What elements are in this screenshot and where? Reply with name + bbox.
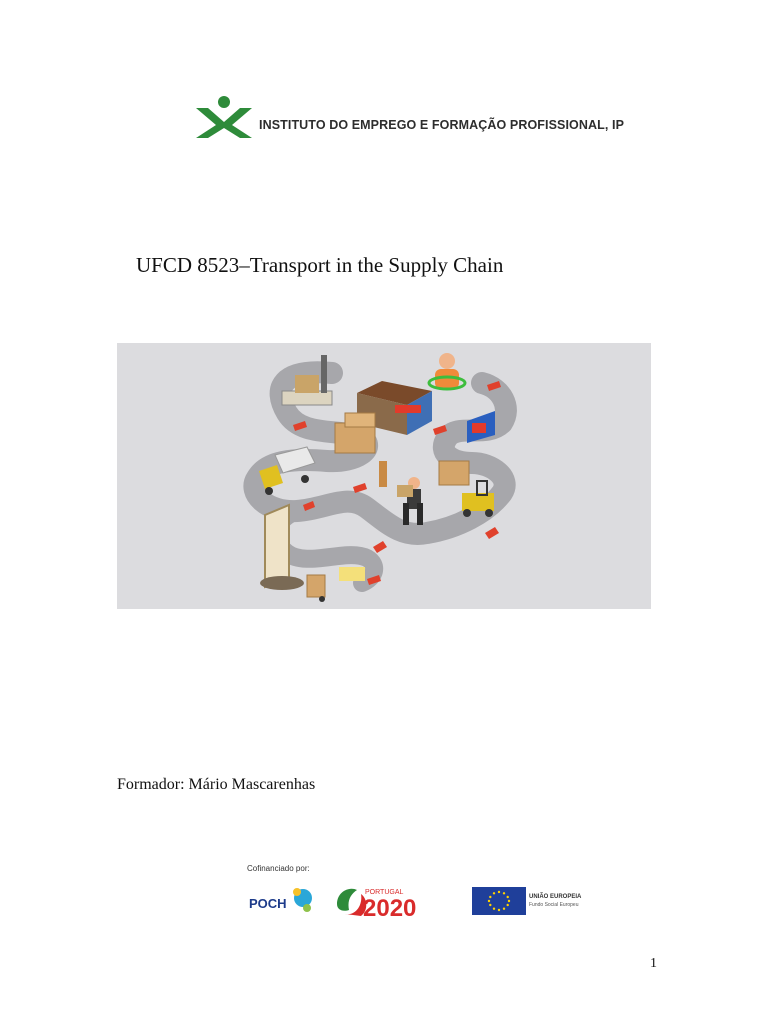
box-stack-icon — [335, 413, 375, 453]
poch-text: POCH — [249, 896, 287, 911]
poch-logo-icon — [247, 884, 317, 916]
page-number: 1 — [650, 956, 657, 971]
cofinanced-label: Cofinanciado por: — [247, 864, 310, 873]
portugal-2020-logo-icon — [335, 884, 455, 918]
eu-line-2: Fundo Social Europeu — [529, 902, 579, 908]
eu-line-1: UNIÃO EUROPEIA — [529, 894, 582, 900]
eu-text-block — [529, 893, 581, 909]
year-2020-text: 2020 — [363, 895, 417, 918]
trainer-name: Formador: Mário Mascarenhas — [117, 776, 316, 793]
iefp-logo-icon — [194, 94, 254, 138]
eu-flag-icon — [472, 887, 526, 915]
operator-person-icon — [429, 353, 465, 389]
supply-chain-illustration — [117, 343, 651, 609]
portugal-small-text: PORTUGAL — [365, 889, 404, 896]
institute-name: INSTITUTO DO EMPREGO E FORMAÇÃO PROFISSIONAL, IP — [259, 118, 625, 132]
document-title: UFCD 8523–Transport in the Supply Chain — [136, 253, 504, 277]
